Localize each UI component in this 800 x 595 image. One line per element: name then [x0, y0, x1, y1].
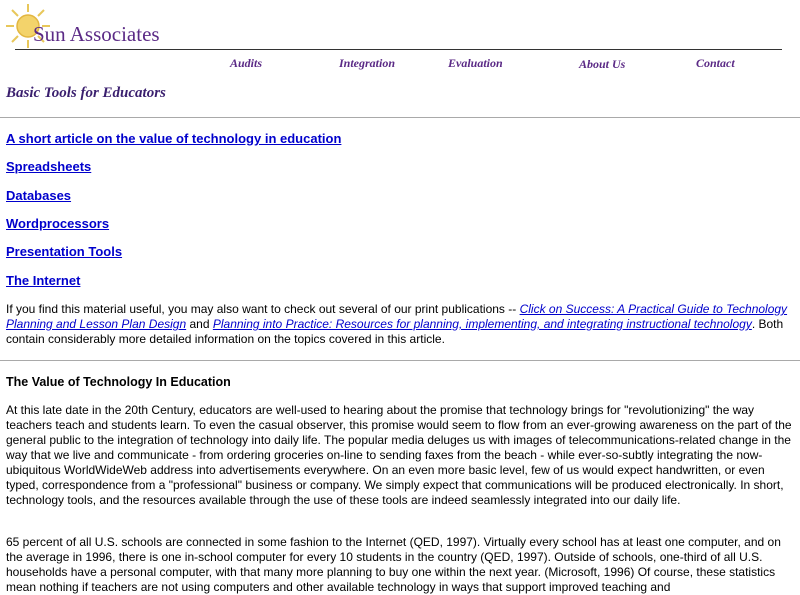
divider	[0, 360, 800, 361]
link-the-internet[interactable]: The Internet	[6, 273, 81, 288]
nav-evaluation[interactable]: Evaluation	[448, 56, 503, 70]
intro-text: . Both contain considerably more detailed information on the topics covered in this article.	[6, 317, 784, 346]
header-rule	[15, 49, 782, 50]
nav-about-us[interactable]: About Us	[579, 57, 626, 71]
body-paragraph: At this late date in the 20th Century, educators are well-used to hearing about the promise that technology brings for "revolutionizing" the way teachers teach and students learn. To even the casual observer, this promise would seem to flow from an ever-growing awareness on the part of the general public to the integration of technology into daily life. The popular media deluges us with images of telecommunications-related change in the way that we live and communicate - from ordering groceries on-line to sending faxes from the beach - while ever-so-subtly integrating the now-ubiquitous WorldWideWeb address into advertisements everywhere. On an even more basic level, few of us would expect handwritten, or even typed, correspondence from a "professional" business or company. We simply expect that communications will be produced electronically. In short, technology tools, and the resources available through the use of these tools are indeed seamlessly integrated into our daily life.	[6, 403, 792, 507]
link-wordprocessors[interactable]: Wordprocessors	[6, 216, 110, 231]
section-heading: The Value of Technology In Education	[6, 375, 231, 389]
intro-text: If you find this material useful, you may also want to check out several of our print publications --	[6, 302, 520, 316]
nav-audits[interactable]: Audits	[230, 56, 263, 70]
link-spreadsheets[interactable]: Spreadsheets	[6, 159, 92, 174]
link-click-on-success[interactable]: Click on Success: A Practical Guide to Technology Planning and Lesson Plan Design	[6, 302, 788, 331]
divider	[0, 117, 800, 118]
link-planning-into-practice[interactable]: Planning into Practice: Resources for planning, implementing, and integrating instructional technology	[212, 317, 752, 331]
link-databases[interactable]: Databases	[6, 188, 72, 203]
link-presentation-tools[interactable]: Presentation Tools	[6, 244, 123, 259]
link-article[interactable]: A short article on the value of technology in education	[6, 131, 342, 146]
nav-contact[interactable]: Contact	[696, 56, 735, 70]
intro-text: and	[186, 317, 213, 331]
nav-integration[interactable]: Integration	[339, 56, 396, 70]
body-paragraph: 65 percent of all U.S. schools are connected in some fashion to the Internet (QED, 1997). Virtually every school has at least one computer, and on the average in 1996, there is one in-school computer for every 10 students in the country (QED, 1997). Outside of schools, one-third of all U.S. households have a personal computer, with that many more planning to buy one within the next year. (Microsoft, 1996) Of course, these statistics mean nothing if teachers are not using computers and other available technology in ways that support improved teaching and	[6, 535, 781, 594]
sun-associates-logo[interactable]	[4, 2, 164, 50]
intro-paragraph	[6, 302, 796, 347]
page-title: Basic Tools for Educators	[6, 85, 166, 101]
brand-name: Sun Associates	[33, 22, 160, 46]
